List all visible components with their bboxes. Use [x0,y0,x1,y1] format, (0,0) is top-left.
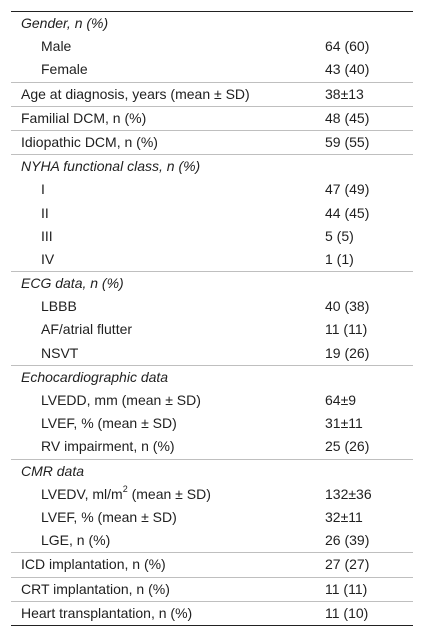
row-value: 64 (60) [325,38,370,55]
row-label: LVEDV, $ml/m^2$ (mean ± SD) [41,484,211,502]
row-value: 11 (10) [325,604,369,621]
row-value: 47 (49) [325,181,370,198]
row-label: I [41,181,45,198]
row-value: 26 (39) [325,532,370,549]
row-value: 132±36 [325,485,372,502]
row-value: 25 (26) [325,438,370,455]
section-header-row [11,155,413,178]
table-row [11,225,413,248]
table-row [11,412,413,435]
row-label: LBBB [41,298,77,315]
row-value: 48 (45) [325,109,370,126]
row-label: LGE, n (%) [41,532,111,549]
table-row [11,318,413,341]
table-row [11,131,413,155]
table-row [11,58,413,82]
row-label: LVEF, % (mean ± SD) [41,415,177,432]
row-value: 11 (11) [325,321,368,338]
row-label: LVEF, % (mean ± SD) [41,508,177,525]
table-row [11,295,413,318]
row-value: 43 (40) [325,61,370,78]
table-row [11,578,413,602]
row-label: Idiopathic DCM, n (%) [21,133,158,150]
row-label: LVEDD, mm (mean ± SD) [41,392,201,408]
row-value: 32±11 [325,508,363,525]
section-title: CMR data [21,462,85,479]
row-label: AF/atrial flutter [41,321,133,338]
row-label: II [41,204,49,221]
table-row [11,506,413,529]
row-label: CRT implantation, n (%) [21,580,170,597]
row-label: ICD implantation, n (%) [21,556,166,573]
row-label: Familial DCM, n (%) [21,109,147,126]
table-row [11,483,413,506]
row-value: 1 (1) [325,250,354,267]
row-label: Female [41,61,88,78]
table-row [11,389,413,412]
table-row [11,178,413,201]
section-title: ECG data, n (%) [21,275,124,292]
table-row [11,529,413,553]
table-row [11,435,413,459]
section-title: NYHA functional class, n (%) [21,158,201,175]
row-label: NSVT [41,344,79,361]
table-row [11,35,413,58]
section-header-row [11,272,413,295]
row-value: 19 (26) [325,344,370,361]
table-row [11,553,413,577]
row-value: 27 (27) [325,556,370,573]
row-value: 64±9 [325,392,357,408]
table-row [11,83,413,107]
section-title: Gender, n (%) [21,15,109,31]
row-label: IV [41,250,55,267]
row-label: Male [41,38,72,55]
row-value: 5 (5) [325,227,354,244]
row-label: III [41,227,53,244]
row-value: 38±13 [325,85,364,102]
row-value: 44 (45) [325,204,370,221]
table-row [11,202,413,225]
table-row [11,342,413,366]
row-label: Heart transplantation, n (%) [21,604,193,621]
row-label: Age at diagnosis, years (mean ± SD) [21,85,250,102]
section-header-row [11,12,413,35]
row-value: 40 (38) [325,298,370,315]
baseline-characteristics-table [11,11,413,626]
row-label: RV impairment, n (%) [41,438,175,455]
row-value: 59 (55) [325,133,370,150]
table-row [11,248,413,272]
section-header-row [11,460,413,483]
table-row [11,107,413,131]
row-value: 11 (11) [325,580,368,597]
section-title: Echocardiographic data [21,368,169,385]
section-header-row [11,366,413,389]
table-row [11,602,413,625]
row-value: 31±11 [325,415,363,432]
